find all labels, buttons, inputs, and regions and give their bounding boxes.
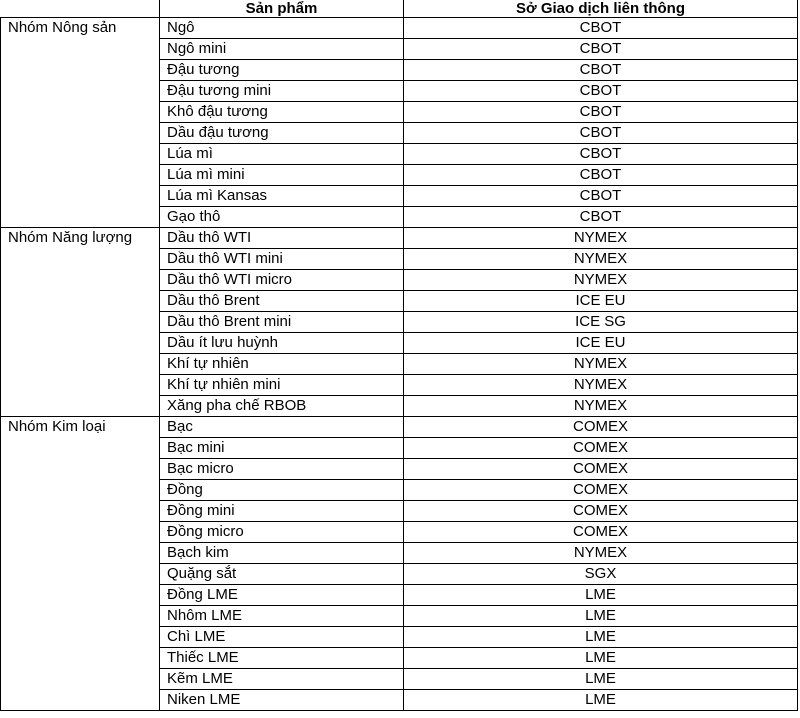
product-cell: Đồng micro [160, 522, 404, 543]
product-cell: Dầu thô WTI [160, 228, 404, 249]
exchange-cell: NYMEX [404, 249, 798, 270]
table-row [1, 417, 798, 438]
exchange-cell: COMEX [404, 480, 798, 501]
product-cell: Đậu tương mini [160, 81, 404, 102]
product-cell: Đậu tương [160, 60, 404, 81]
product-cell: Bạch kim [160, 543, 404, 564]
exchange-cell: CBOT [404, 60, 798, 81]
exchange-cell: COMEX [404, 522, 798, 543]
exchange-cell: COMEX [404, 501, 798, 522]
group-name: Nhóm Kim loại [1, 417, 160, 711]
exchange-cell: ICE EU [404, 291, 798, 312]
exchange-cell: SGX [404, 564, 798, 585]
product-cell: Dầu đậu tương [160, 123, 404, 144]
product-cell: Quặng sắt [160, 564, 404, 585]
exchange-cell: LME [404, 648, 798, 669]
exchange-cell: CBOT [404, 39, 798, 60]
exchange-cell: LME [404, 627, 798, 648]
exchange-cell: CBOT [404, 165, 798, 186]
product-cell: Đồng [160, 480, 404, 501]
product-cell: Gạo thô [160, 207, 404, 228]
exchange-cell: NYMEX [404, 396, 798, 417]
exchange-cell: ICE EU [404, 333, 798, 354]
exchange-cell: NYMEX [404, 543, 798, 564]
product-cell: Kẽm LME [160, 669, 404, 690]
exchange-cell: NYMEX [404, 270, 798, 291]
group-name: Nhóm Năng lượng [1, 228, 160, 417]
product-cell: Ngô [160, 18, 404, 39]
product-cell: Dầu thô WTI mini [160, 249, 404, 270]
product-cell: Khô đậu tương [160, 102, 404, 123]
product-cell: Thiếc LME [160, 648, 404, 669]
table-row [1, 228, 798, 249]
exchange-cell: CBOT [404, 81, 798, 102]
product-cell: Bạc mini [160, 438, 404, 459]
product-cell: Lúa mì mini [160, 165, 404, 186]
group-name: Nhóm Nông sản [1, 18, 160, 228]
exchange-cell: NYMEX [404, 375, 798, 396]
product-cell: Dầu thô WTI micro [160, 270, 404, 291]
header-product: Sản phẩm [160, 0, 404, 18]
table-header-row [1, 0, 798, 18]
exchange-cell: LME [404, 585, 798, 606]
product-cell: Đồng mini [160, 501, 404, 522]
exchange-cell: CBOT [404, 102, 798, 123]
table-row [1, 18, 798, 39]
product-cell: Dầu thô Brent [160, 291, 404, 312]
exchange-cell: LME [404, 690, 798, 711]
header-exchange: Sở Giao dịch liên thông [404, 0, 798, 18]
exchange-cell: COMEX [404, 438, 798, 459]
product-cell: Xăng pha chế RBOB [160, 396, 404, 417]
exchange-cell: COMEX [404, 417, 798, 438]
exchange-cell: CBOT [404, 18, 798, 39]
table-body [1, 18, 798, 711]
product-cell: Nhôm LME [160, 606, 404, 627]
exchange-cell: CBOT [404, 144, 798, 165]
product-cell: Bạc micro [160, 459, 404, 480]
exchange-cell: COMEX [404, 459, 798, 480]
exchange-cell: NYMEX [404, 228, 798, 249]
product-cell: Chì LME [160, 627, 404, 648]
product-cell: Lúa mì [160, 144, 404, 165]
product-cell: Dầu ít lưu huỳnh [160, 333, 404, 354]
product-cell: Đồng LME [160, 585, 404, 606]
exchange-cell: ICE SG [404, 312, 798, 333]
exchange-cell: NYMEX [404, 354, 798, 375]
product-cell: Bạc [160, 417, 404, 438]
product-cell: Khí tự nhiên [160, 354, 404, 375]
product-cell: Khí tự nhiên mini [160, 375, 404, 396]
exchange-cell: CBOT [404, 123, 798, 144]
product-cell: Ngô mini [160, 39, 404, 60]
product-cell: Niken LME [160, 690, 404, 711]
exchange-cell: LME [404, 669, 798, 690]
header-group [1, 0, 160, 18]
exchange-cell: CBOT [404, 186, 798, 207]
exchange-cell: CBOT [404, 207, 798, 228]
exchange-cell: LME [404, 606, 798, 627]
product-cell: Lúa mì Kansas [160, 186, 404, 207]
product-cell: Dầu thô Brent mini [160, 312, 404, 333]
